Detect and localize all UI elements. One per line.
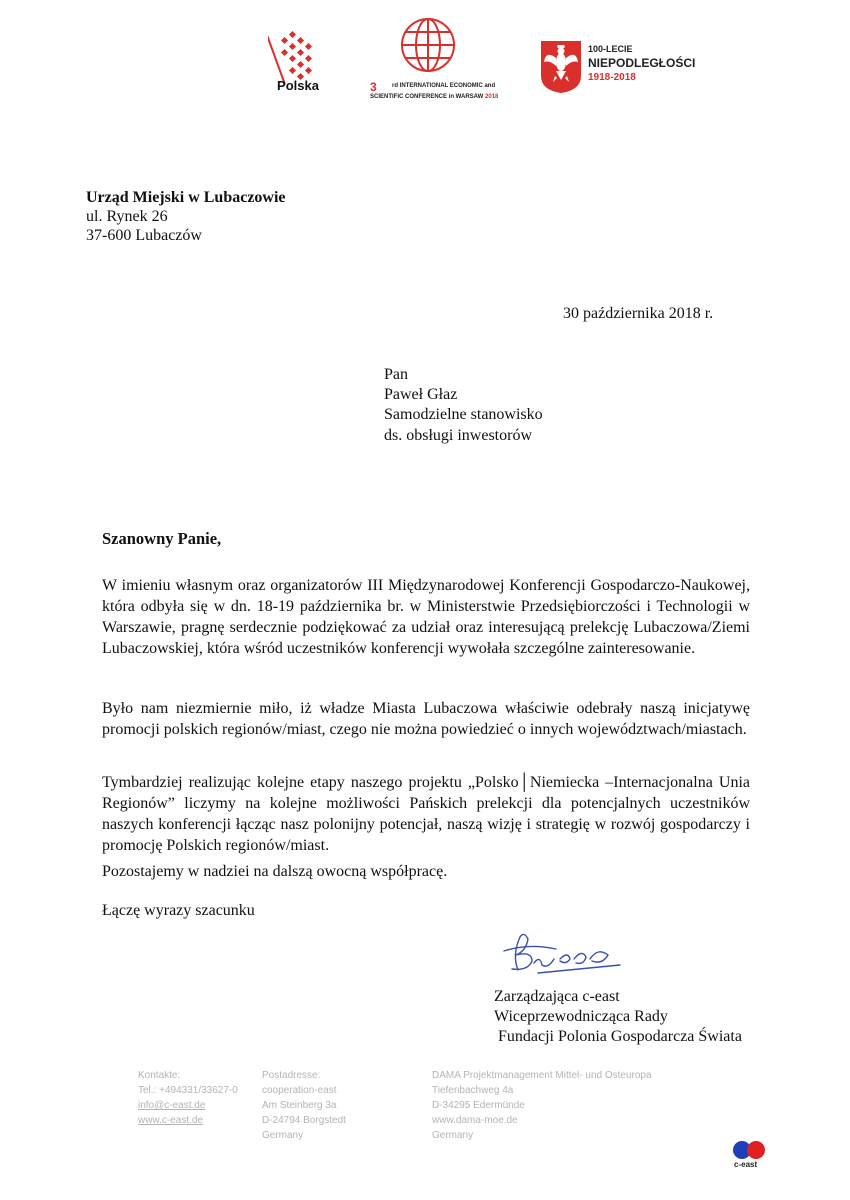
footer-postal-heading: Postadresse: — [262, 1070, 321, 1081]
handwritten-signature — [498, 925, 628, 980]
sender-address-name: Urząd Miejski w Lubaczowie — [86, 189, 286, 206]
footer-contacts — [138, 1068, 238, 1128]
signatory-line3: Fundacji Polonia Gospodarcza Świata — [498, 1028, 742, 1045]
footer-partner-line2: D-34295 Edermünde — [432, 1100, 525, 1111]
conference-title-line1: rd INTERNATIONAL ECONOMIC and — [392, 83, 496, 89]
recipient-line4: ds. obsługi inwestorów — [384, 427, 532, 444]
footer-partner-line1: Tiefenbachweg 4a — [432, 1085, 514, 1096]
conference-title-line2-text: SCIENTIFIC CONFERENCE in WARSAW — [370, 94, 484, 100]
signatory-line1: Zarządzająca c-east — [494, 988, 620, 1005]
c-east-logo-text: c-east — [734, 1160, 758, 1169]
body-paragraph-2: Było nam niezmiernie miło, iż władze Miasta Lubaczowa właściwie odebrały naszą inicjatywę promocji polskich regionów/miast, czego nie można powiedzieć o innych województwach/miastach. — [102, 700, 750, 738]
salutation: Szanowny Panie, — [102, 529, 222, 548]
footer-phone: Tel.: +494331/33627-0 — [138, 1085, 238, 1096]
footer-contacts-heading: Kontakte: — [138, 1070, 181, 1081]
conference-year: 2018 — [485, 94, 499, 100]
body-paragraph-4: Pozostajemy w nadziei na dalszą owocną współpracę. — [102, 863, 448, 880]
closing-line: Łączę wyrazy szacunku — [102, 902, 255, 919]
footer-website-link[interactable]: www.c-east.de — [138, 1115, 204, 1126]
sender-address-street: ul. Rynek 26 — [86, 208, 168, 225]
footer-postal-line4: Germany — [262, 1130, 304, 1141]
conference-title-line2 — [370, 94, 498, 100]
c-east-logo-icon — [730, 1138, 770, 1162]
footer-partner-address — [432, 1068, 652, 1143]
eagle-emblem-icon — [540, 40, 582, 94]
footer-partner-heading: DAMA Projektmanagement Mittel- und Osteuropa — [432, 1070, 652, 1081]
body-paragraph-1: W imieniu własnym oraz organizatorów III Międzynarodowej Konferencji Gospodarczo-Naukowej, która odbyła się w dn. 18-19 października br. w Ministerstwie Przedsiębiorczości i Technologii w Warszawie, pragnę serdecznie podziękować za udział oraz interesującą prelekcję Lubaczowa/Ziemi Lubaczowskiej, która wśród uczestników konferencji wywołała szczególne zainteresowanie. — [102, 577, 750, 657]
independence-line1: 100-LECIE — [588, 44, 633, 54]
globe-icon — [398, 15, 458, 77]
body-paragraph-3: Tymbardziej realizując kolejne etapy naszego projektu „Polsko│Niemiecka –Internacjonalna Unia Regionów” liczymy na kolejne możliwości Pańskich prelekcji dla potencjalnych uczestników naszych konferencji łącząc nasz polonijny potencjał, naszą wizję i strategię w rozwój gospodarczy i promocję Polskich regionów/miast. — [102, 774, 750, 854]
letter-date: 30 października 2018 r. — [563, 305, 714, 322]
conference-number: 3 — [370, 80, 377, 94]
sender-address-city: 37-600 Lubaczów — [86, 227, 202, 244]
footer-partner-line4: Germany — [432, 1130, 474, 1141]
footer-postal-line2: Am Steinberg 3a — [262, 1100, 337, 1111]
recipient-line2: Paweł Głaz — [384, 386, 458, 403]
footer-partner-line3: www.dama-moe.de — [432, 1115, 518, 1126]
footer-email-link[interactable]: info@c-east.de — [138, 1100, 206, 1111]
recipient-line3: Samodzielne stanowisko — [384, 406, 543, 423]
independence-line2: NIEPODLEGŁOŚCI — [588, 56, 696, 70]
footer-postal-line3: D-24794 Borgstedt — [262, 1115, 346, 1126]
footer-postal-line1: cooperation-east — [262, 1085, 337, 1096]
independence-line3: 1918-2018 — [588, 72, 636, 83]
footer-postal-address — [262, 1068, 346, 1143]
recipient-line1: Pan — [384, 366, 408, 383]
polska-logo-text: Polska — [277, 78, 319, 93]
signatory-line2: Wiceprzewodnicząca Rady — [494, 1008, 668, 1025]
